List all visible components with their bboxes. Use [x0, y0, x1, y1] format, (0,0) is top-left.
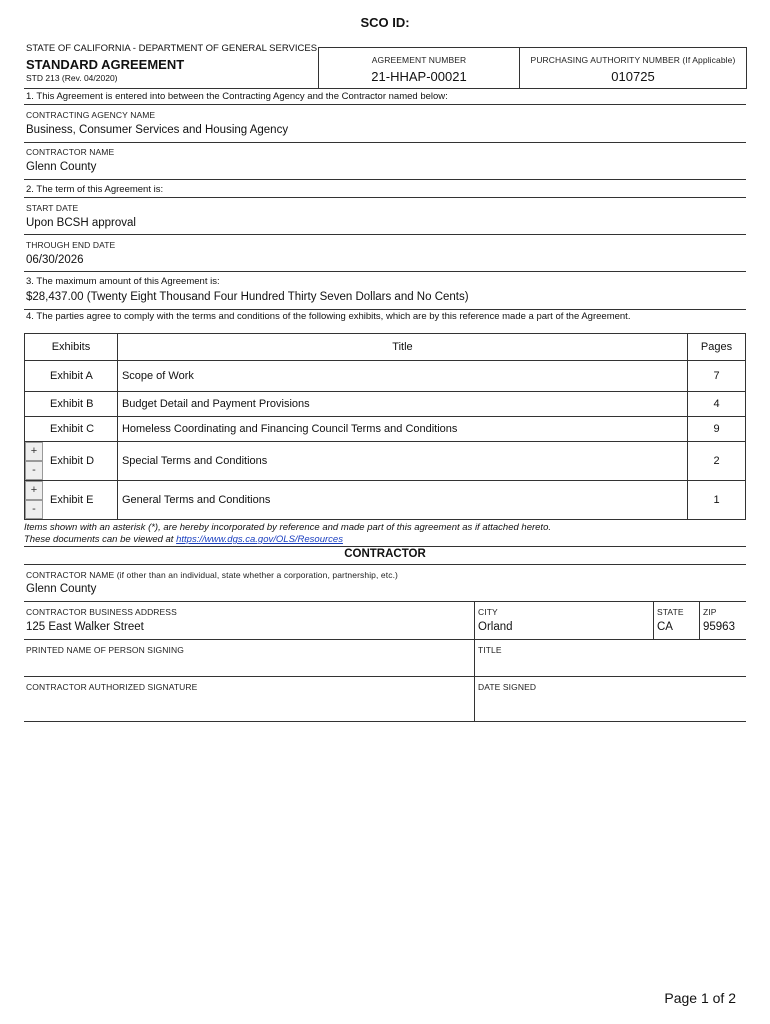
section-2-text: 2. The term of this Agreement is: [26, 184, 164, 195]
pages-column-header: Pages [688, 334, 746, 361]
form-title: STANDARD AGREEMENT [26, 57, 185, 72]
exhibit-title-field[interactable]: Budget Detail and Payment Provisions [117, 392, 687, 417]
contractor-legal-name-label: CONTRACTOR NAME (if other than an individual, state whether a corporation, partnership, etc.) [26, 570, 398, 580]
resources-note: These documents can be viewed at [24, 534, 177, 545]
incorporation-note: Items shown with an asterisk (*), are hereby incorporated by reference and made part of this agreement as if attached hereto. [24, 522, 551, 533]
page-number: Page 1 of 2 [664, 990, 736, 1006]
divider [24, 564, 746, 565]
divider [24, 104, 746, 105]
agency-name-label: CONTRACTING AGENCY NAME [26, 110, 156, 120]
table-row [25, 481, 746, 520]
zip-label: ZIP [703, 607, 717, 617]
remove-row-button[interactable]: - [25, 500, 43, 519]
city-label: CITY [478, 607, 498, 617]
contractor-name-field[interactable]: Glenn County [26, 161, 97, 173]
exhibit-id-field[interactable]: Exhibit E [25, 481, 118, 520]
authorized-signature-label: CONTRACTOR AUTHORIZED SIGNATURE [26, 682, 198, 692]
agreement-number-label: AGREEMENT NUMBER [371, 55, 467, 65]
printed-name-label: PRINTED NAME OF PERSON SIGNING [26, 645, 184, 655]
end-date-label: THROUGH END DATE [26, 240, 116, 250]
column-divider [699, 601, 700, 639]
exhibit-pages-field[interactable]: 7 [688, 361, 746, 392]
add-row-button[interactable]: + [25, 442, 43, 461]
agreement-number-box [318, 47, 520, 89]
section-3-text: 3. The maximum amount of this Agreement is: [26, 276, 220, 287]
sco-id-label: SCO ID: [360, 15, 410, 30]
purchasing-authority-box [519, 47, 747, 89]
exhibit-id-field[interactable]: Exhibit C [25, 417, 118, 442]
exhibit-pages-field[interactable]: 1 [688, 481, 746, 520]
agreement-number-field[interactable]: 21-HHAP-00021 [371, 69, 467, 84]
start-date-label: START DATE [26, 203, 79, 213]
divider [24, 197, 746, 198]
section-1-text: 1. This Agreement is entered into between the Contracting Agency and the Contractor named below: [26, 91, 448, 102]
contractor-legal-name-field[interactable]: Glenn County [26, 583, 97, 595]
city-field[interactable]: Orland [478, 621, 513, 633]
exhibit-id-field[interactable]: Exhibit B [25, 392, 118, 417]
divider [24, 546, 746, 547]
max-amount-field[interactable]: $28,437.00 (Twenty Eight Thousand Four Hundred Thirty Seven Dollars and No Cents) [26, 291, 469, 303]
divider [24, 601, 746, 602]
date-signed-label: DATE SIGNED [478, 682, 537, 692]
signer-title-label: TITLE [478, 645, 502, 655]
exhibit-title-field[interactable]: Homeless Coordinating and Financing Council Terms and Conditions [117, 417, 687, 442]
start-date-field[interactable]: Upon BCSH approval [26, 217, 136, 229]
column-divider [653, 601, 654, 639]
state-field[interactable]: CA [657, 621, 673, 633]
resources-link[interactable]: https://www.dgs.ca.gov/OLS/Resources [176, 534, 343, 545]
divider [24, 234, 746, 235]
exhibits-column-header: Exhibits [25, 334, 118, 361]
divider [24, 88, 746, 89]
contractor-heading: CONTRACTOR [344, 548, 426, 560]
title-column-header: Title [117, 334, 687, 361]
divider [24, 142, 746, 143]
exhibit-pages-field[interactable]: 2 [688, 442, 746, 481]
exhibit-id-field[interactable]: Exhibit A [25, 361, 118, 392]
business-address-label: CONTRACTOR BUSINESS ADDRESS [26, 607, 177, 617]
table-row [25, 442, 746, 481]
divider [24, 639, 746, 640]
remove-row-button[interactable]: - [25, 461, 43, 480]
department-name: STATE OF CALIFORNIA - DEPARTMENT OF GENERAL SERVICES [26, 43, 318, 54]
agency-name-field[interactable]: Business, Consumer Services and Housing Agency [26, 124, 289, 136]
divider [24, 271, 746, 272]
exhibit-title-field[interactable]: Scope of Work [117, 361, 687, 392]
exhibit-title-field[interactable]: General Terms and Conditions [117, 481, 687, 520]
table-row [25, 417, 746, 442]
purchasing-authority-field[interactable]: 010725 [611, 69, 655, 84]
table-row [25, 392, 746, 417]
end-date-field[interactable]: 06/30/2026 [26, 254, 84, 266]
table-header-row [25, 334, 746, 361]
exhibits-table [24, 333, 746, 520]
form-number: STD 213 (Rev. 04/2020) [26, 73, 118, 83]
exhibit-pages-field[interactable]: 9 [688, 417, 746, 442]
table-row [25, 361, 746, 392]
contractor-name-label: CONTRACTOR NAME [26, 147, 115, 157]
zip-field[interactable]: 95963 [703, 621, 735, 633]
section-4-text: 4. The parties agree to comply with the terms and conditions of the following exhibits, which are by this reference made a part of the Agreement. [26, 311, 631, 322]
exhibit-pages-field[interactable]: 4 [688, 392, 746, 417]
divider [24, 676, 746, 677]
divider [24, 179, 746, 180]
exhibit-title-field[interactable]: Special Terms and Conditions [117, 442, 687, 481]
column-divider [474, 601, 475, 722]
exhibit-id-field[interactable]: Exhibit D [25, 442, 118, 481]
divider [24, 309, 746, 310]
divider [24, 721, 746, 722]
business-address-field[interactable]: 125 East Walker Street [26, 621, 144, 633]
add-row-button[interactable]: + [25, 481, 43, 500]
state-label: STATE [657, 607, 684, 617]
purchasing-authority-label: PURCHASING AUTHORITY NUMBER (If Applicable) [530, 55, 736, 65]
